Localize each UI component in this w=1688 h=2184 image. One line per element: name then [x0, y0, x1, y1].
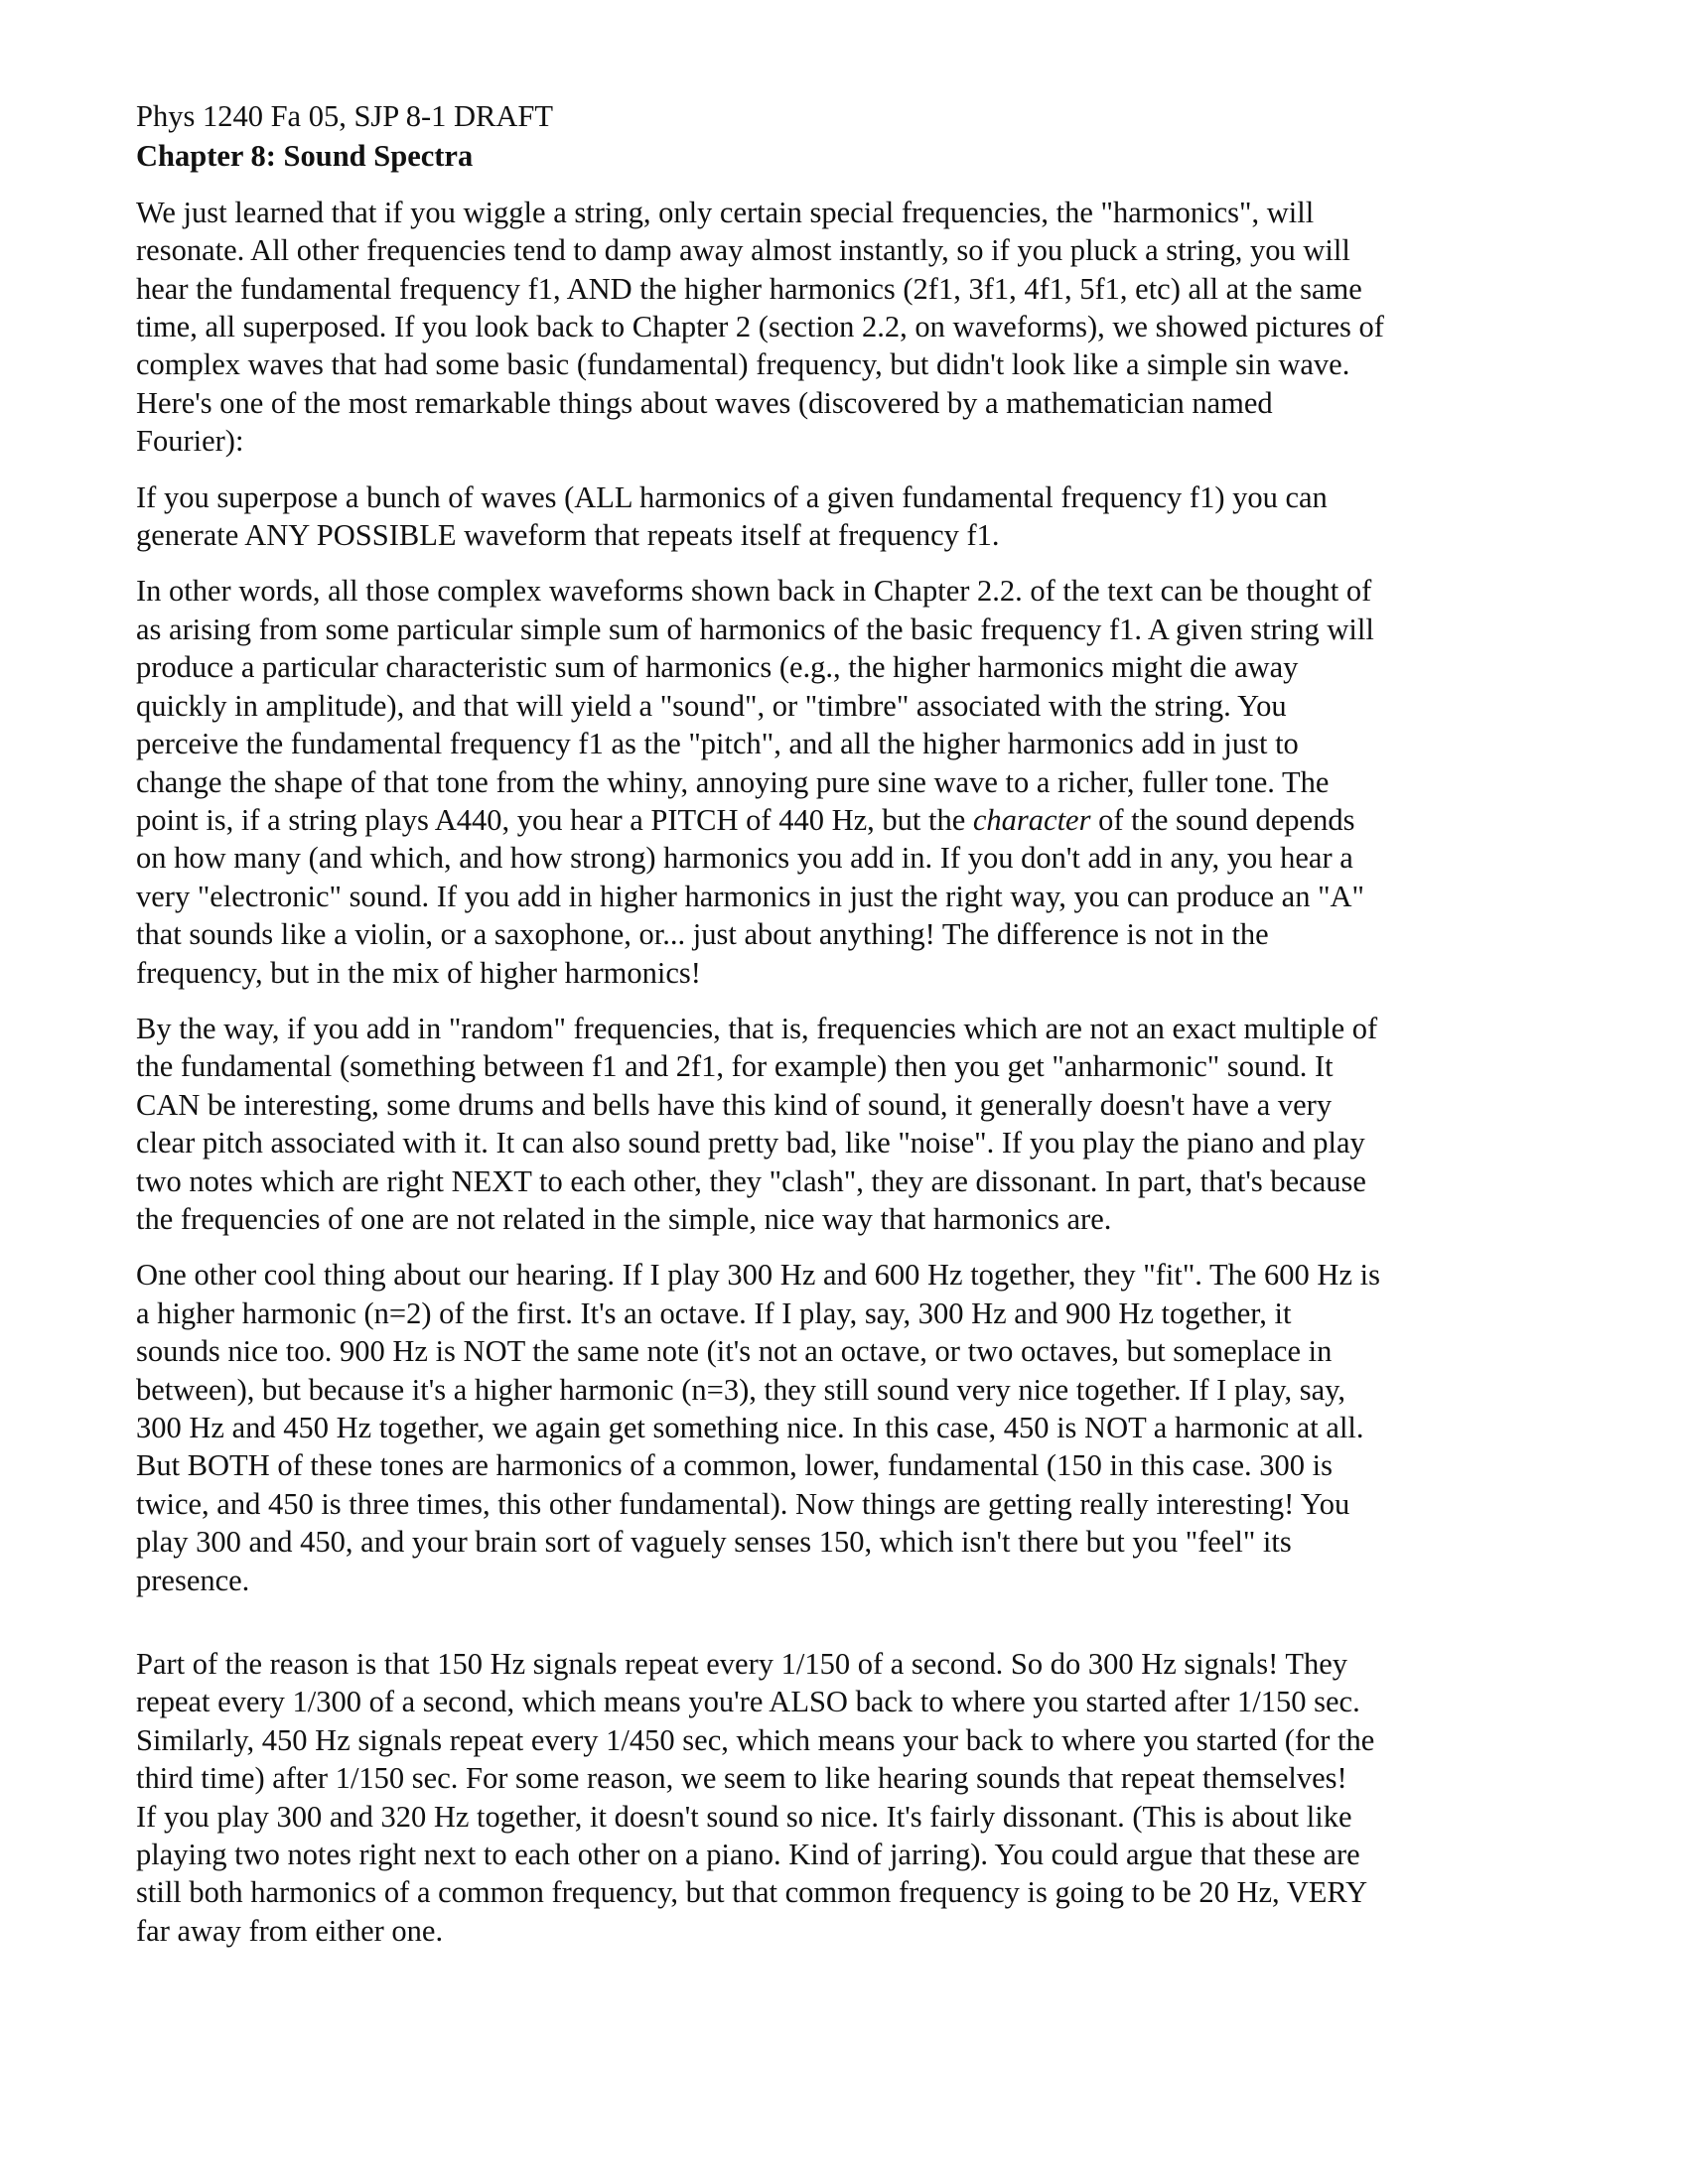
text-line: By the way, if you add in "random" frequencies, that is, frequencies which are not an exact multiple of: [136, 1011, 1378, 1045]
text-line: 300 Hz and 450 Hz together, we again get something nice. In this case, 450 is NOT a harmonic at all.: [136, 1411, 1364, 1444]
text-line: CAN be interesting, some drums and bells have this kind of sound, it generally doesn't have a very: [136, 1087, 1333, 1122]
text-line: sounds nice too. 900 Hz is NOT the same note (it's not an octave, or two octaves, but someplace in: [136, 1334, 1333, 1369]
paragraph-anharmonic: [136, 1010, 1506, 1238]
text-line: the fundamental (something between f1 and 2f1, for example) then you get "anharmonic" sound. It: [136, 1049, 1334, 1084]
running-head: Phys 1240 Fa 05, SJP 8-1 DRAFT: [136, 99, 554, 133]
text-line: generate ANY POSSIBLE waveform that repeats itself at frequency f1.: [136, 518, 1000, 553]
text-line: time, all superposed. If you look back to Chapter 2 (section 2.2, on waveforms), we showed pictures of: [136, 310, 1384, 344]
text-line: produce a particular characteristic sum of harmonics (e.g., the higher harmonics might die away: [136, 650, 1299, 685]
text-fragment: of the sound depends: [1090, 802, 1355, 837]
paragraph-timbre: [136, 572, 1506, 991]
text-fragment: point is, if a string plays A440, you hear a PITCH of 440 Hz, but the: [136, 802, 973, 837]
text-line: resonate. All other frequencies tend to damp away almost instantly, so if you pluck a string, you will: [136, 233, 1350, 268]
text-line: We just learned that if you wiggle a string, only certain special frequencies, the "harmonics", will: [136, 195, 1315, 229]
text-line: In other words, all those complex waveforms shown back in Chapter 2.2. of the text can be thought of: [136, 574, 1372, 609]
text-line: repeat every 1/300 of a second, which means you're ALSO back to where you started after 1/150 sec.: [136, 1685, 1360, 1719]
text-line: the frequencies of one are not related in the simple, nice way that harmonics are.: [136, 1201, 1112, 1236]
chapter-title: Chapter 8: Sound Spectra: [136, 139, 474, 174]
paragraph-fourier: [136, 478, 1506, 555]
document-page: [136, 97, 1506, 1950]
text-line: that sounds like a violin, or a saxophone, or... just about anything! The difference is not in the: [136, 917, 1269, 952]
text-line: very "electronic" sound. If you add in higher harmonics in just the right way, you can produce an "A": [136, 879, 1364, 913]
text-line: twice, and 450 is three times, this other fundamental). Now things are getting really interesting! You: [136, 1486, 1350, 1521]
text-line: Similarly, 450 Hz signals repeat every 1/450 sec, which means your back to where you started (for the: [136, 1722, 1375, 1757]
text-line: quickly in amplitude), and that will yield a "sound", or "timbre" associated with the string. You: [136, 688, 1287, 723]
text-line: change the shape of that tone from the whiny, annoying pure sine wave to a richer, fuller tone. The: [136, 764, 1330, 799]
text-line: frequency, but in the mix of higher harmonics!: [136, 955, 701, 990]
text-line: far away from either one.: [136, 1913, 444, 1948]
italic-word: character: [972, 802, 1091, 837]
text-line: clear pitch associated with it. It can also sound pretty bad, like "noise". If you play the piano and play: [136, 1126, 1365, 1160]
text-line: Here's one of the most remarkable things about waves (discovered by a mathematician named: [136, 385, 1273, 420]
text-line: If you play 300 and 320 Hz together, it doesn't sound so nice. It's fairly dissonant. (This is about like: [136, 1799, 1352, 1834]
text-line: still both harmonics of a common frequency, but that common frequency is going to be 20 Hz, VERY: [136, 1875, 1368, 1910]
text-line: If you superpose a bunch of waves (ALL harmonics of a given fundamental frequency f1) you can: [136, 479, 1328, 514]
text-line: on how many (and which, and how strong) harmonics you add in. If you don't add in any, you hear a: [136, 841, 1353, 876]
text-line: playing two notes right next to each other on a piano. Kind of jarring). You could argue that these are: [136, 1838, 1360, 1872]
text-line: between), but because it's a higher harmonic (n=3), they still sound very nice together. If I play, say,: [136, 1372, 1346, 1407]
text-line: two notes which are right NEXT to each other, they "clash", they are dissonant. In part, that's because: [136, 1163, 1366, 1198]
text-line: perceive the fundamental frequency f1 as the "pitch", and all the higher harmonics add in just to: [136, 727, 1299, 761]
text-line: Fourier):: [136, 424, 244, 459]
text-line: complex waves that had some basic (fundamental) frequency, but didn't look like a simple sin wave.: [136, 347, 1350, 382]
text-line: Part of the reason is that 150 Hz signals repeat every 1/150 of a second. So do 300 Hz signals! They: [136, 1647, 1347, 1682]
paragraph-hearing: [136, 1256, 1506, 1599]
text-line: One other cool thing about our hearing. If I play 300 Hz and 600 Hz together, they "fit". The 600 Hz is: [136, 1258, 1380, 1293]
text-line: But BOTH of these tones are harmonics of a common, lower, fundamental (150 in this case. 300 is: [136, 1448, 1333, 1483]
text-line: play 300 and 450, and your brain sort of vaguely senses 150, which isn't there but you "feel" its: [136, 1525, 1292, 1560]
paragraph-intro: [136, 194, 1506, 461]
text-line: third time) after 1/150 sec. For some reason, we seem to like hearing sounds that repeat themselves!: [136, 1761, 1347, 1796]
text-line-with-italic: [136, 801, 1506, 839]
paragraph-repetition: [136, 1645, 1506, 1950]
text-line: a higher harmonic (n=2) of the first. It's an octave. If I play, say, 300 Hz and 900 Hz together, it: [136, 1296, 1292, 1330]
text-line: hear the fundamental frequency f1, AND the higher harmonics (2f1, 3f1, 4f1, 5f1, etc) all at the same: [136, 271, 1362, 306]
text-line: presence.: [136, 1563, 250, 1597]
text-line: as arising from some particular simple sum of harmonics of the basic frequency f1. A given string will: [136, 612, 1374, 646]
